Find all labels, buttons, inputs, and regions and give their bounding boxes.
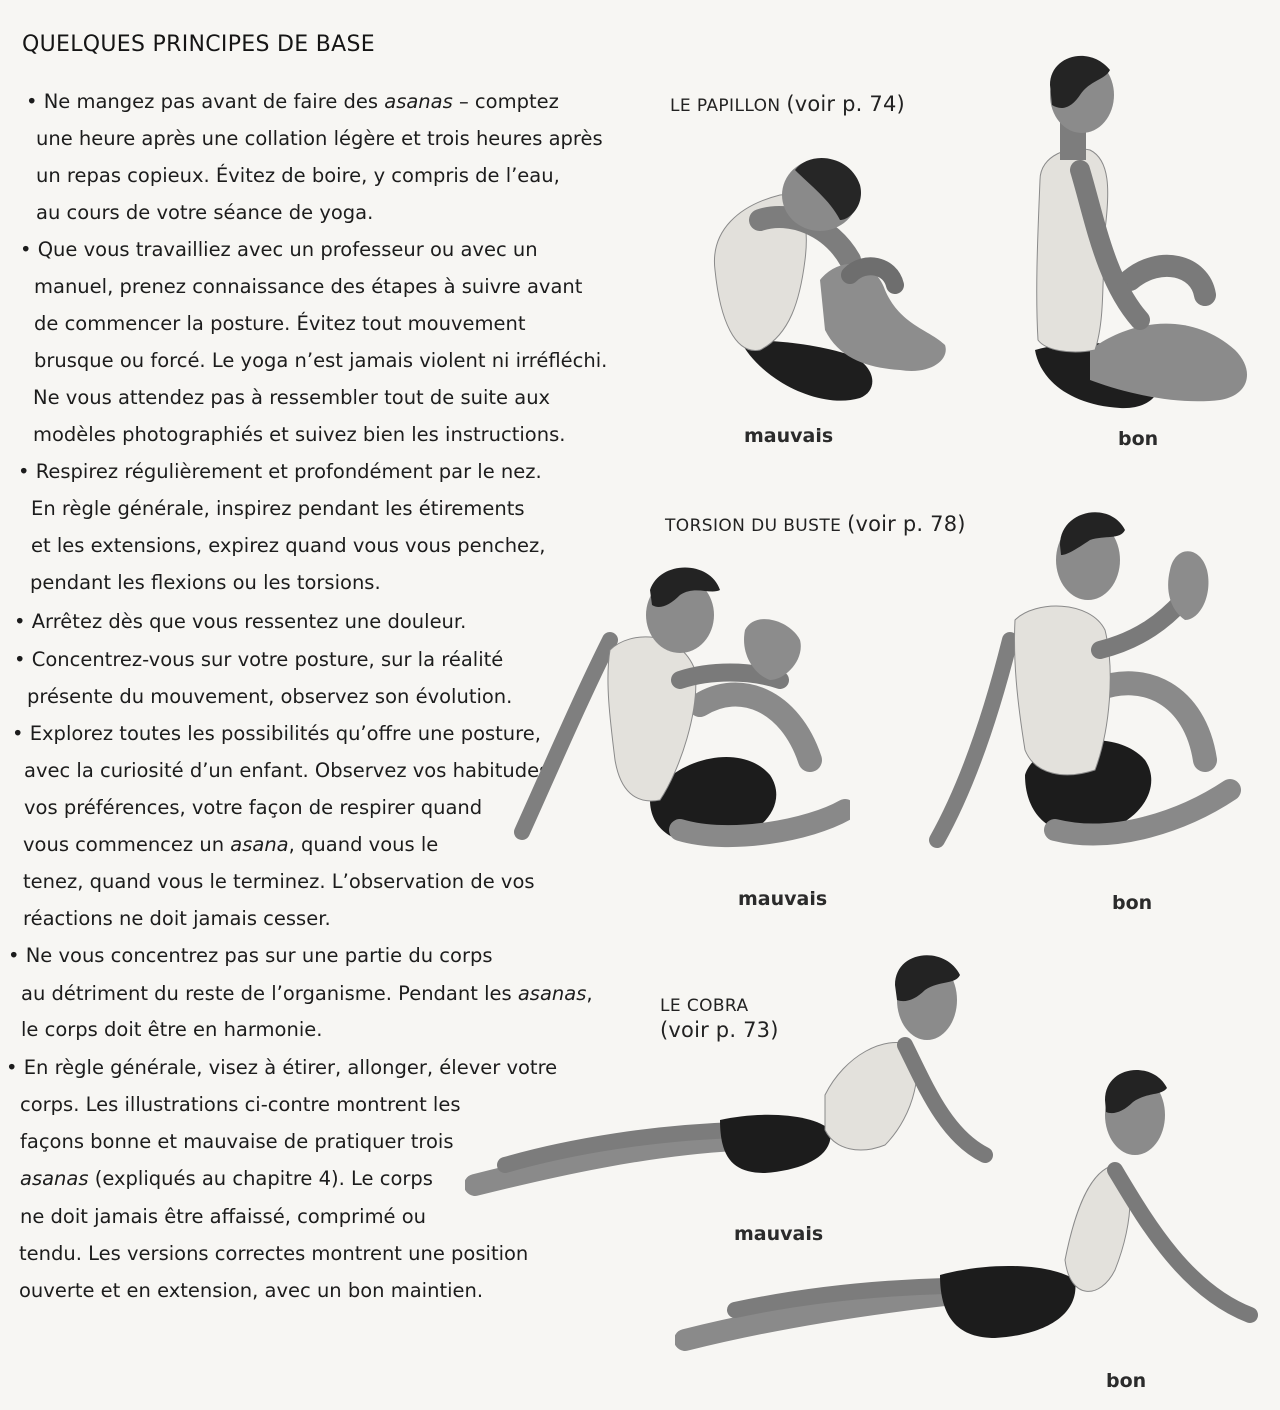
- page-reference: (voir p. 73): [660, 1018, 779, 1042]
- italic-term: asanas: [384, 90, 453, 113]
- principle-8-line-7: ouverte et en extension, avec un bon maintien.: [19, 1279, 484, 1302]
- papillon-good-photo: [1010, 50, 1260, 415]
- papillon-caption: [670, 92, 905, 116]
- torsion-caption: [665, 512, 966, 536]
- principle-8-line-4: [20, 1167, 433, 1191]
- italic-term: asanas: [20, 1167, 89, 1190]
- papillon-bad-label: mauvais: [744, 425, 834, 447]
- principle-1-line-3: un repas copieux. Évitez de boire, y compris de l’eau,: [36, 164, 560, 187]
- torsion-bad-photo: [510, 560, 850, 880]
- principle-8-line-3: façons bonne et mauvaise de pratiquer trois: [20, 1130, 454, 1153]
- principle-2-line-1: • Que vous travailliez avec un professeur ou avec un: [20, 238, 538, 261]
- text-span: – comptez: [452, 90, 559, 113]
- page-title: QUELQUES PRINCIPES DE BASE: [22, 32, 375, 57]
- principle-8-line-5: ne doit jamais être affaissé, comprimé ou: [20, 1205, 427, 1228]
- text-span: • Ne mangez pas avant de faire des: [26, 90, 385, 113]
- principle-5-line-2: présente du mouvement, observez son évolution.: [27, 685, 513, 708]
- text-span: , quand vous le: [288, 833, 439, 856]
- principle-3-line-4: pendant les flexions ou les torsions.: [30, 571, 381, 594]
- page-reference: (voir p. 78): [847, 512, 966, 536]
- pose-name: LE PAPILLON: [670, 96, 781, 116]
- italic-term: asanas: [517, 982, 587, 1005]
- principle-6-line-1: • Explorez toutes les possibilités qu’offre une posture,: [12, 722, 541, 745]
- principle-1-line-2: une heure après une collation légère et trois heures après: [36, 127, 603, 150]
- principle-6-line-5: tenez, quand vous le terminez. L’observation de vos: [23, 870, 535, 893]
- principle-2-line-6: modèles photographiés et suivez bien les instructions.: [33, 423, 566, 446]
- principle-4-line-1: • Arrêtez dès que vous ressentez une douleur.: [14, 610, 467, 633]
- text-span: au détriment du reste de l’organisme. Pendant les: [21, 982, 518, 1005]
- principle-8-line-1: • En règle générale, visez à étirer, allonger, élever votre: [6, 1056, 558, 1079]
- principle-6-line-4: [23, 833, 438, 857]
- text-span: ,: [586, 982, 593, 1005]
- torsion-good-photo: [925, 500, 1260, 880]
- page-reference: (voir p. 74): [786, 92, 905, 116]
- principle-6-line-6: réactions ne doit jamais cesser.: [23, 907, 331, 930]
- torsion-good-label: bon: [1112, 892, 1153, 914]
- principle-2-line-3: de commencer la posture. Évitez tout mouvement: [34, 312, 526, 335]
- principle-2-line-2: manuel, prenez connaissance des étapes à suivre avant: [34, 275, 583, 298]
- principle-2-line-5: Ne vous attendez pas à ressembler tout de suite aux: [33, 386, 551, 409]
- papillon-bad-photo: [700, 150, 960, 415]
- pose-name: TORSION DU BUSTE: [665, 516, 842, 536]
- pose-name: LE COBRA: [660, 996, 749, 1016]
- cobra-good-photo: [675, 1060, 1265, 1360]
- principle-1-line-1: [26, 90, 559, 114]
- torsion-bad-label: mauvais: [738, 888, 828, 910]
- papillon-good-label: bon: [1118, 428, 1159, 450]
- text-span: vous commencez un: [23, 833, 231, 856]
- principle-6-line-3: vos préférences, votre façon de respirer quand: [24, 796, 483, 819]
- principle-3-line-1: • Respirez régulièrement et profondément par le nez.: [18, 460, 542, 483]
- principle-3-line-2: En règle générale, inspirez pendant les étirements: [31, 497, 525, 520]
- cobra-good-label: bon: [1106, 1370, 1147, 1392]
- principle-8-line-6: tendu. Les versions correctes montrent une position: [19, 1242, 529, 1265]
- principle-7-line-3: le corps doit être en harmonie.: [21, 1018, 323, 1041]
- principle-3-line-3: et les extensions, expirez quand vous vous penchez,: [31, 534, 546, 557]
- principle-2-line-4: brusque ou forcé. Le yoga n’est jamais violent ni irréfléchi.: [34, 349, 608, 372]
- principle-7-line-1: • Ne vous concentrez pas sur une partie du corps: [8, 944, 493, 967]
- principle-8-line-2: corps. Les illustrations ci-contre montrent les: [20, 1093, 461, 1116]
- principle-1-line-4: au cours de votre séance de yoga.: [36, 201, 374, 224]
- principle-6-line-2: avec la curiosité d’un enfant. Observez vos habitudes,: [24, 759, 556, 782]
- principle-5-line-1: • Concentrez-vous sur votre posture, sur la réalité: [14, 648, 504, 671]
- text-span: (expliqués au chapitre 4). Le corps: [88, 1167, 433, 1190]
- cobra-bad-label: mauvais: [734, 1223, 824, 1245]
- italic-term: asana: [230, 833, 289, 856]
